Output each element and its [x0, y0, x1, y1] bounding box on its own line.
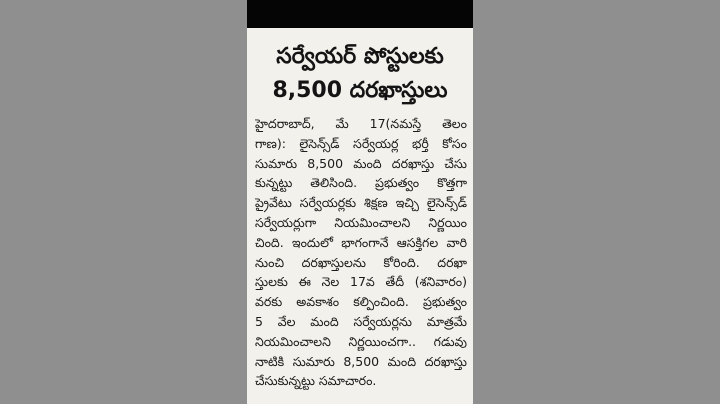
headline-line: 8,500 దరఖాస్తులు	[272, 78, 448, 103]
body-line: ప్రైవేటు సర్వేయర్లకు శిక్షణ ఇచ్చి లైసెన్స్‌డ్	[255, 195, 467, 211]
video-top-bar	[247, 0, 473, 28]
body-line: గాణ): లైసెన్స్‌డ్ సర్వేయర్ల భర్తీ కోసం	[255, 135, 467, 151]
body-line: సుమారు 8,500 మంది దరఖాస్తు చేసు	[255, 155, 467, 171]
body-line: సర్వేయర్లుగా నియమించాలని నిర్ణయిం	[255, 214, 467, 230]
headline-line: సర్వేయర్ పోస్టులకు	[276, 44, 444, 69]
body-line: వరకు అవకాశం కల్పించింది. ప్రభుత్వం	[255, 294, 467, 310]
video-frame[interactable]	[247, 0, 473, 404]
body-line: 5 వేల మంది సర్వేయర్లను మాత్రమే	[255, 313, 467, 329]
body-line: నాటికి సుమారు 8,500 మంది దరఖాస్తు	[255, 353, 467, 369]
body-line: చింది. ఇందులో భాగంగానే ఆసక్తిగల వారి	[255, 234, 467, 250]
body-line: కున్నట్టు తెలిసింది. ప్రభుత్వం కొత్తగా	[255, 175, 467, 191]
body-line: నియమించాలని నిర్ణయించగా.. గడువు	[255, 333, 467, 349]
newspaper-clipping	[247, 28, 473, 404]
body-line: నుంచి దరఖాస్తులను కోరింది. దరఖా	[255, 254, 467, 270]
body-line: స్తులకు ఈ నెల 17వ తేదీ (శనివారం)	[255, 274, 467, 290]
article-headline	[251, 40, 469, 108]
article-body	[255, 114, 467, 391]
body-line: చేసుకున్నట్టు సమాచారం.	[255, 373, 377, 389]
body-line: హైదరాబాద్, మే 17(నమస్తే తెలం	[255, 116, 467, 131]
